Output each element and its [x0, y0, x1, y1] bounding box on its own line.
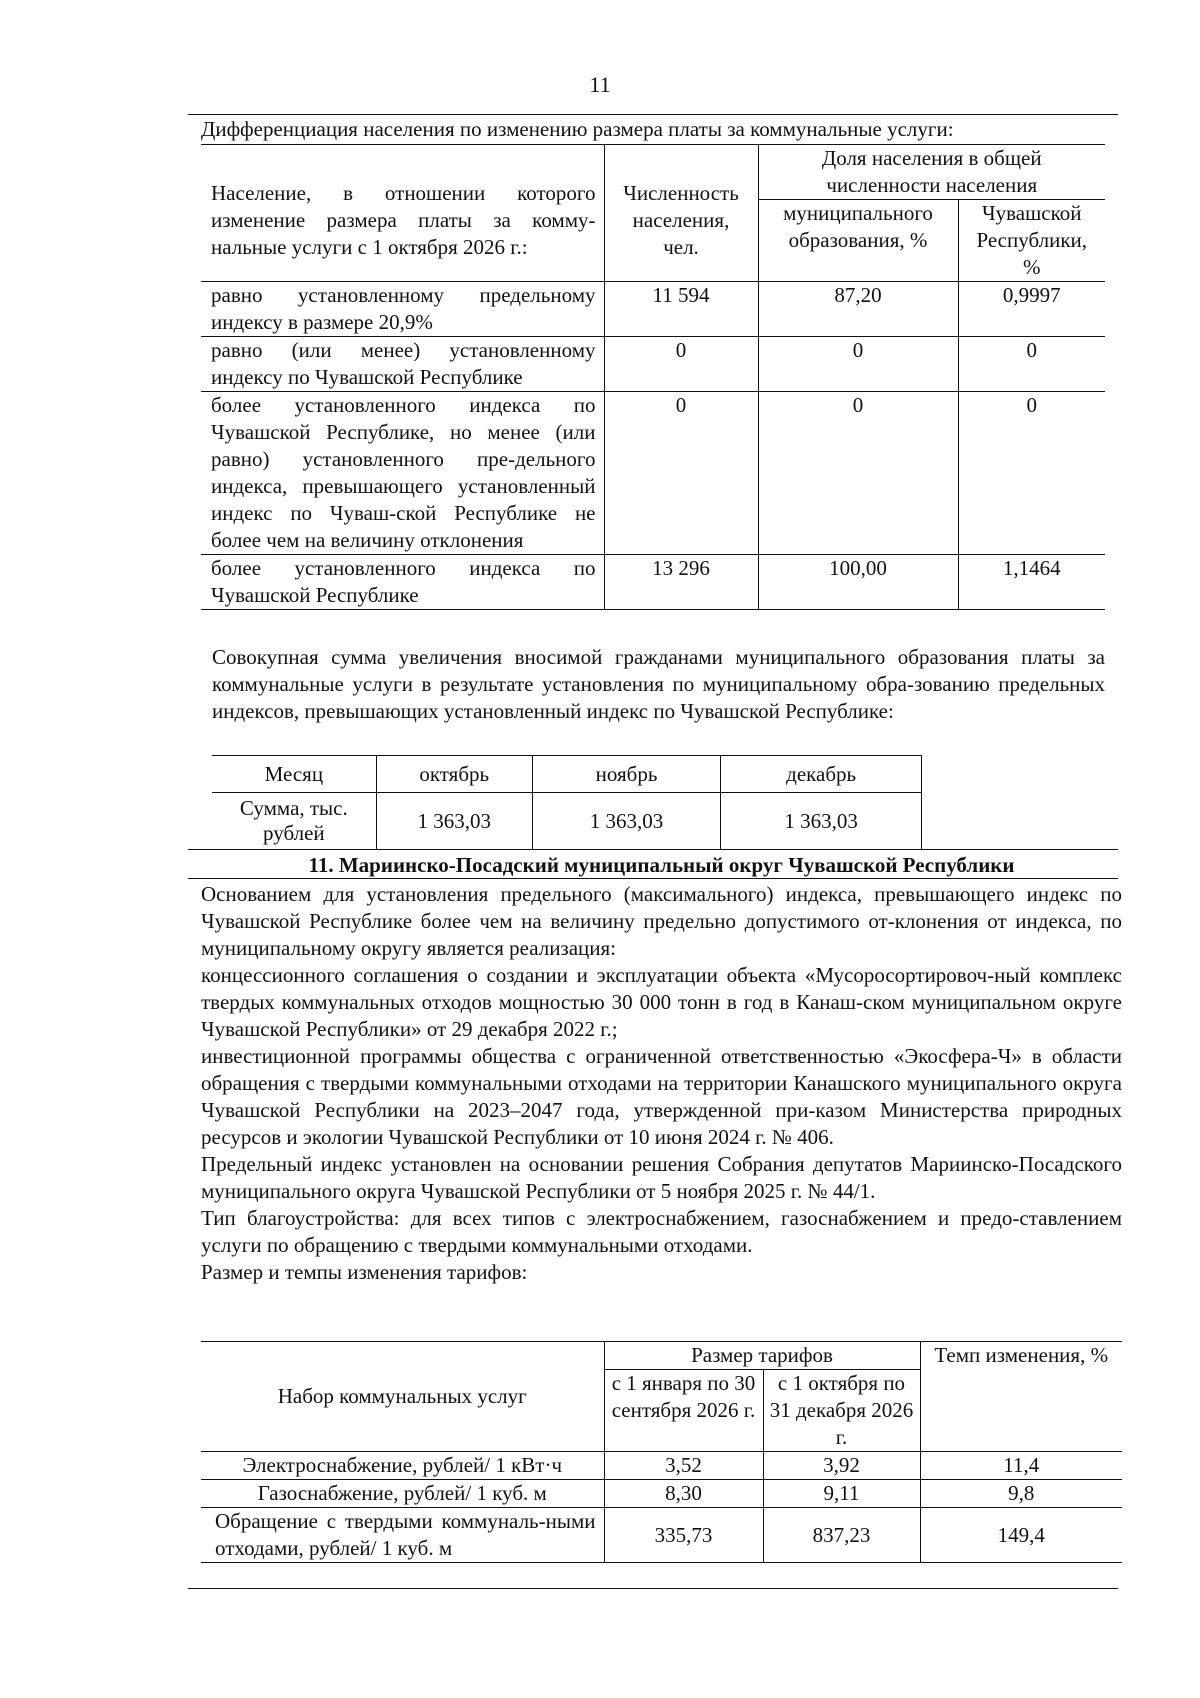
- table-row: [201, 1452, 1122, 1480]
- row-label: более установленного индекса по Чувашской Республике: [201, 555, 604, 610]
- row-republic: 1,1464: [958, 555, 1105, 610]
- service-name: Газоснабжение, рублей/ 1 куб. м: [201, 1480, 604, 1508]
- row-republic: 0,9997: [958, 282, 1105, 337]
- tariff-table: [201, 1341, 1122, 1563]
- col-tariffs-header: Размер тарифов: [604, 1342, 920, 1370]
- section-rule-bottom: [188, 878, 1118, 879]
- table-row: [201, 1508, 1122, 1563]
- tariff-period2: 837,23: [763, 1508, 920, 1563]
- col-count-header: Численность населения, чел.: [604, 145, 758, 282]
- table-row: [201, 337, 1105, 392]
- tariff-period1: 8,30: [604, 1480, 763, 1508]
- sum-cell: 1 363,03: [376, 793, 532, 850]
- service-name: Обращение с твердыми коммуналь-ными отходами, рублей/ 1 куб. м: [201, 1508, 604, 1563]
- row-count: 0: [604, 337, 758, 392]
- row-label: равно установленному предельному индексу в размере 20,9%: [201, 282, 604, 337]
- paragraph: концессионного соглашения о создании и эксплуатации объекта «Мусоросортировоч-ный комплекс твердых коммунальных отходов мощностью 30 000 тонн в год в Канаш-ском муниципальном округе Чувашской Республики» от 29 декабря 2022 г.;: [201, 963, 1122, 1041]
- col-republic-header: Чувашской Республики, %: [958, 200, 1105, 282]
- section-heading: 11. Мариинско-Посадский муниципальный округ Чувашской Республики: [308, 853, 1015, 877]
- col-period2-header: с 1 октября по 31 декабря 2026 г.: [763, 1370, 920, 1452]
- row-count: 11 594: [604, 282, 758, 337]
- table-row: [201, 1480, 1122, 1508]
- col-municipal-header: муниципального образования, %: [758, 200, 958, 282]
- tariff-period1: 3,52: [604, 1452, 763, 1480]
- tariff-period2: 3,92: [763, 1452, 920, 1480]
- section-rule-top: [188, 849, 1118, 850]
- total-sum-text: Совокупная сумма увеличения вносимой гражданами муниципального образования платы за коммунальные услуги в результате установления по муниципальному обра-зованию предельных индексов, превышающих установленный индекс по Чувашской Республике:: [212, 645, 1105, 723]
- col-period1-header: с 1 января по 30 сентября 2026 г.: [604, 1370, 763, 1452]
- row-municipal: 87,20: [758, 282, 958, 337]
- row-count: 13 296: [604, 555, 758, 610]
- row-municipal: 0: [758, 392, 958, 555]
- col-rate-header: Темп изменения, %: [920, 1342, 1122, 1452]
- bottom-rule: [188, 1588, 1118, 1589]
- col-share-header: Доля населения в общей численности населения: [758, 145, 1105, 200]
- month-cell: ноябрь: [532, 756, 721, 793]
- row-label: равно (или менее) установленному индексу по Чувашской Республике: [201, 337, 604, 392]
- paragraph: инвестиционной программы общества с ограниченной ответственностью «Экосфера-Ч» в области обращения с твердыми коммунальными отходами на территории Канашского муниципального округа Чувашской Республики на 2023–2047 года, утвержденной при-казом Министерства природных ресурсов и экологии Чувашской Республики от 10 июня 2024 г. № 406.: [201, 1044, 1122, 1149]
- month-cell: октябрь: [376, 756, 532, 793]
- row-republic: 0: [958, 392, 1105, 555]
- top-rule: [188, 114, 1118, 115]
- sum-cell: 1 363,03: [532, 793, 721, 850]
- page-number: 11: [589, 72, 611, 97]
- service-name: Электроснабжение, рублей/ 1 кВт·ч: [201, 1452, 604, 1480]
- table1-caption: Дифференциация населения по изменению размера платы за коммунальные услуги:: [201, 117, 954, 141]
- tariff-rate: 149,4: [920, 1508, 1122, 1563]
- row-municipal: 0: [758, 337, 958, 392]
- tariff-period1: 335,73: [604, 1508, 763, 1563]
- row-municipal: 100,00: [758, 555, 958, 610]
- paragraph: Предельный индекс установлен на основании решения Собрания депутатов Мариинско-Посадского муниципального округа Чувашской Республики от 5 ноября 2025 г. № 44/1.: [201, 1152, 1122, 1203]
- month-cell: декабрь: [721, 756, 922, 793]
- paragraph: Размер и темпы изменения тарифов:: [201, 1260, 528, 1284]
- row-republic: 0: [958, 337, 1105, 392]
- paragraph: Тип благоустройства: для всех типов с электроснабжением, газоснабжением и предо-ставлением услуги по обращению с твердыми коммунальными отходами.: [201, 1206, 1122, 1257]
- sum-cell: 1 363,03: [721, 793, 922, 850]
- tariff-rate: 9,8: [920, 1480, 1122, 1508]
- table-row: [201, 392, 1105, 555]
- sum-label: Сумма, тыс. рублей: [212, 793, 376, 850]
- population-table: [201, 144, 1105, 610]
- row-label: более установленного индекса по Чувашской Республике, но менее (или равно) установленного пре-дельного индекса, превышающего установленный индекс по Чуваш-ской Республике не более чем на величину отклонения: [201, 392, 604, 555]
- paragraph: Основанием для установления предельного (максимального) индекса, превышающего индекс по Чувашской Республике более чем на величину предельно допустимого от-клонения от индекса, по муниципальному округу является реализация:: [201, 882, 1122, 960]
- monthly-sum-table: [212, 755, 922, 850]
- table-row: [201, 555, 1105, 610]
- tariff-rate: 11,4: [920, 1452, 1122, 1480]
- row-count: 0: [604, 392, 758, 555]
- col-population-header: Население, в отношении которого изменение размера платы за комму-нальные услуги с 1 октября 2026 г.:: [201, 145, 604, 282]
- table-row: [201, 282, 1105, 337]
- tariff-period2: 9,11: [763, 1480, 920, 1508]
- month-label: Месяц: [212, 756, 376, 793]
- body-text: [201, 881, 1122, 1286]
- total-sum-paragraph: [212, 644, 1105, 725]
- col-services-header: Набор коммунальных услуг: [201, 1342, 604, 1452]
